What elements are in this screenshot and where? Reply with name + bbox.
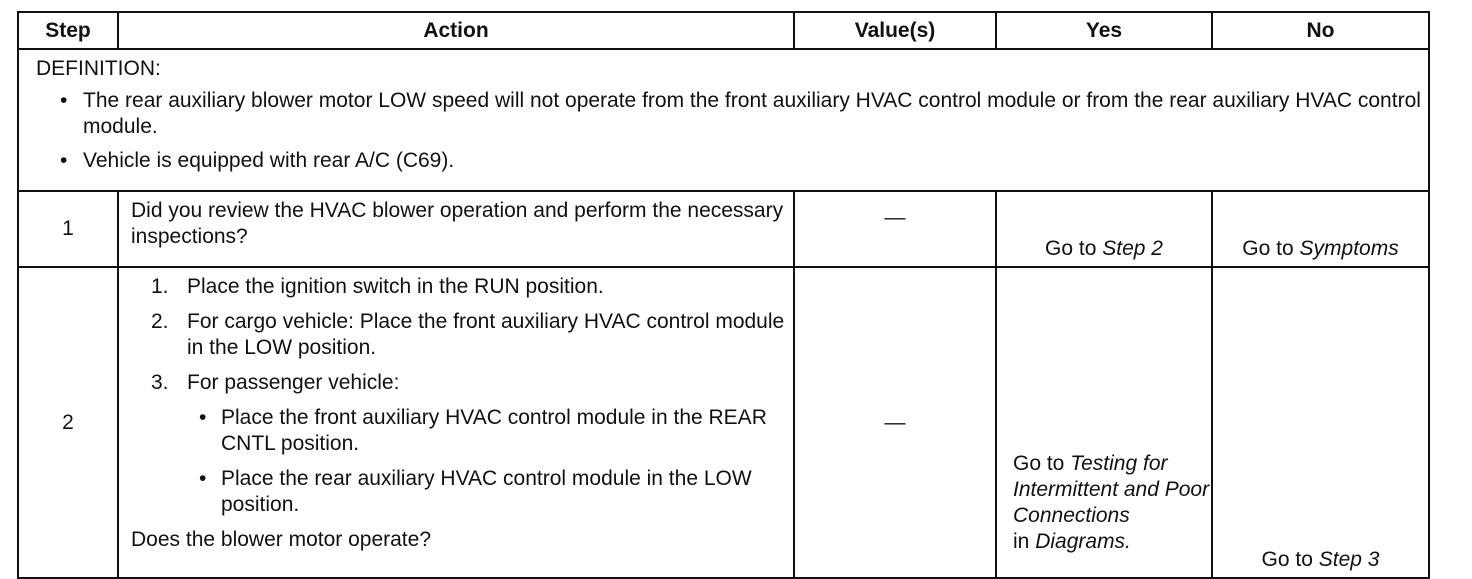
step-row-1 bbox=[18, 191, 1429, 267]
yes-link[interactable]: Step 2 bbox=[1102, 237, 1163, 260]
step-number: 1 bbox=[18, 191, 118, 267]
bullet-icon: • bbox=[60, 149, 68, 172]
yes-prefix: Go to bbox=[1013, 452, 1065, 475]
header-row bbox=[18, 12, 1429, 49]
header-yes: Yes bbox=[996, 12, 1212, 49]
definition-cell bbox=[18, 49, 1429, 191]
value-dash: — bbox=[884, 206, 906, 229]
header-step: Step bbox=[18, 12, 118, 49]
step-row-2 bbox=[18, 267, 1429, 578]
step-no bbox=[1212, 191, 1429, 267]
item-text: For cargo vehicle: Place the front auxiliary HVAC control module in the LOW position. bbox=[187, 310, 785, 359]
action-subitem bbox=[131, 466, 785, 518]
definition-bullet-text: The rear auxiliary blower motor LOW speed will not operate from the front auxiliary HVAC control module or from the rear auxiliary HVAC control module. bbox=[83, 89, 1421, 138]
yes-link-diagrams[interactable]: Diagrams. bbox=[1035, 530, 1131, 553]
item-number: 3. bbox=[151, 371, 169, 394]
step-no bbox=[1212, 267, 1429, 578]
action-item bbox=[131, 370, 785, 396]
header-action: Action bbox=[118, 12, 794, 49]
no-prefix: Go to bbox=[1261, 548, 1313, 571]
subitem-text: Place the rear auxiliary HVAC control module in the LOW position. bbox=[221, 467, 752, 516]
step-value bbox=[794, 267, 996, 578]
header-no: No bbox=[1212, 12, 1429, 49]
diagnostic-table bbox=[17, 11, 1430, 579]
subitem-text: Place the front auxiliary HVAC control module in the REAR CNTL position. bbox=[221, 406, 767, 455]
yes-link[interactable]: Testing for Intermittent and Poor Connections bbox=[1013, 452, 1210, 527]
definition-bullet bbox=[36, 148, 1428, 174]
yes-prefix: Go to bbox=[1045, 237, 1097, 260]
step-action bbox=[118, 267, 794, 578]
yes-mid: in bbox=[1013, 530, 1030, 553]
step-value bbox=[794, 191, 996, 267]
definition-bullet-text: Vehicle is equipped with rear A/C (C69). bbox=[83, 149, 455, 172]
no-link[interactable]: Step 3 bbox=[1318, 548, 1380, 571]
action-item bbox=[131, 274, 785, 300]
definition-bullet bbox=[36, 88, 1428, 140]
item-text: For passenger vehicle: bbox=[187, 371, 400, 394]
bullet-icon: • bbox=[199, 406, 207, 429]
action-item bbox=[131, 309, 785, 361]
value-dash: — bbox=[884, 410, 906, 434]
step-yes bbox=[996, 267, 1212, 578]
action-subitem bbox=[131, 405, 785, 457]
item-number: 1. bbox=[151, 275, 169, 298]
bullet-icon: • bbox=[60, 89, 68, 112]
item-text: Place the ignition switch in the RUN position. bbox=[187, 275, 604, 298]
bullet-icon: • bbox=[199, 467, 207, 490]
definition-row bbox=[18, 49, 1429, 191]
step-number: 2 bbox=[18, 267, 118, 578]
definition-title: DEFINITION: bbox=[36, 57, 161, 80]
step-question: Does the blower motor operate? bbox=[131, 528, 431, 551]
no-prefix: Go to bbox=[1242, 237, 1294, 260]
step-action: Did you review the HVAC blower operation and perform the necessary inspections? bbox=[118, 191, 794, 267]
item-number: 2. bbox=[151, 310, 169, 333]
no-link[interactable]: Symptoms bbox=[1299, 237, 1399, 260]
header-values: Value(s) bbox=[794, 12, 996, 49]
step-yes bbox=[996, 191, 1212, 267]
